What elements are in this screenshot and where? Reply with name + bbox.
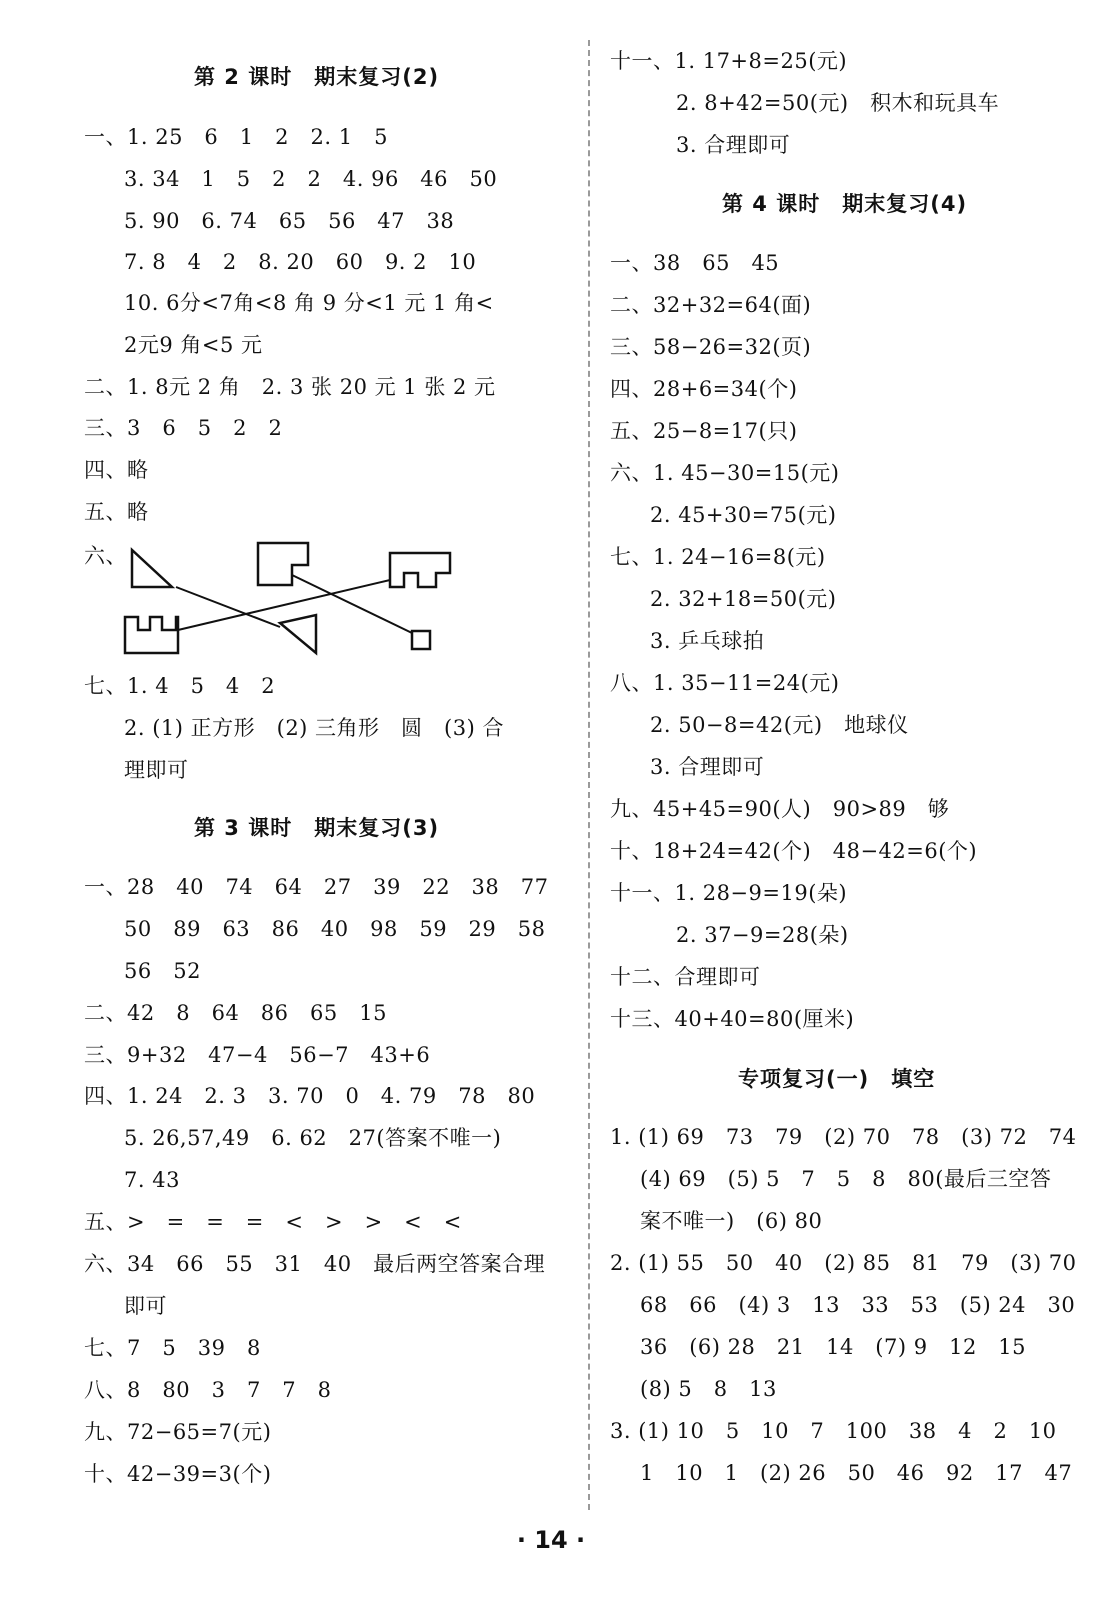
- answer-line: 3. 34 1 5 2 2 4. 96 46 50: [124, 167, 498, 191]
- answer-line: 7. 43: [124, 1168, 180, 1192]
- section-heading: 第 3 课时 期末复习(3): [194, 816, 440, 840]
- answer-line: 10. 6分<7角<8 角 9 分<1 元 1 角<: [124, 291, 494, 315]
- answer-line: 七、1. 24−16=8(元): [610, 545, 826, 569]
- answer-line: 一、28 40 74 64 27 39 22 38 77: [84, 875, 549, 899]
- answer-line: 二、32+32=64(面): [610, 293, 812, 317]
- t-shape: [390, 553, 450, 587]
- answer-line: 3. 合理即可: [676, 133, 791, 157]
- answer-line: 2. 37−9=28(朵): [676, 923, 849, 947]
- answer-line: 案不唯一) (6) 80: [640, 1209, 823, 1233]
- answer-line: 三、9+32 47−4 56−7 43+6: [84, 1043, 431, 1067]
- answer-line: (4) 69 (5) 5 7 5 8 80(最后三空答: [640, 1167, 1052, 1191]
- answer-line: 八、8 80 3 7 7 8: [84, 1378, 332, 1402]
- answer-line: 1. (1) 69 73 79 (2) 70 78 (3) 72 74: [610, 1125, 1077, 1149]
- small-square-shape: [412, 631, 430, 649]
- section-heading: 第 2 课时 期末复习(2): [194, 65, 440, 89]
- answer-line: 3. 合理即可: [650, 755, 765, 779]
- answer-line: 二、1. 8元 2 角 2. 3 张 20 元 1 张 2 元: [84, 375, 496, 399]
- answer-line: 十二、合理即可: [610, 965, 761, 989]
- answer-line: 十一、1. 28−9=19(朵): [610, 881, 848, 905]
- answer-line: 四、略: [84, 458, 149, 482]
- answer-line: (8) 5 8 13: [640, 1377, 777, 1401]
- answer-line: 3. (1) 10 5 10 7 100 38 4 2 10: [610, 1419, 1057, 1443]
- answer-line: 四、1. 24 2. 3 3. 70 0 4. 79 78 80: [84, 1084, 536, 1108]
- answer-line: 5. 26,57,49 6. 62 27(答案不唯一): [124, 1126, 502, 1150]
- answer-line: 2. 8+42=50(元) 积木和玩具车: [676, 91, 1000, 115]
- answer-line: 十、42−39=3(个): [84, 1462, 272, 1486]
- answer-line: 五、> = = = < > > < <: [84, 1210, 462, 1234]
- answer-line: 六、1. 45−30=15(元): [610, 461, 840, 485]
- answer-line: 2. (1) 正方形 (2) 三角形 圆 (3) 合: [124, 716, 504, 740]
- column-divider: [588, 40, 590, 1510]
- answer-line: 36 (6) 28 21 14 (7) 9 12 15: [640, 1335, 1027, 1359]
- page-number: · 14 ·: [516, 1526, 586, 1554]
- answer-line: 理即可: [124, 758, 189, 782]
- answer-line: 三、58−26=32(页): [610, 335, 812, 359]
- answer-line: 六、: [84, 544, 127, 568]
- answer-line: 2. (1) 55 50 40 (2) 85 81 79 (3) 70: [610, 1251, 1077, 1275]
- answer-line: 2元9 角<5 元: [124, 333, 263, 357]
- answer-line: 九、72−65=7(元): [84, 1420, 272, 1444]
- section-heading: 专项复习(一) 填空: [738, 1067, 936, 1091]
- answer-line: 50 89 63 86 40 98 59 29 58: [124, 917, 546, 941]
- answer-line: 一、38 65 45: [610, 251, 780, 275]
- answer-line: 四、28+6=34(个): [610, 377, 798, 401]
- answer-line: 五、略: [84, 500, 149, 524]
- answer-line: 即可: [124, 1294, 167, 1318]
- triangle-shape: [132, 550, 172, 587]
- answer-line: 八、1. 35−11=24(元): [610, 671, 840, 695]
- answer-line: 十一、1. 17+8=25(元): [610, 49, 848, 73]
- answer-line: 一、1. 25 6 1 2 2. 1 5: [84, 125, 388, 149]
- answer-line: 68 66 (4) 3 13 33 53 (5) 24 30: [640, 1293, 1076, 1317]
- answer-line: 七、1. 4 5 4 2: [84, 674, 276, 698]
- answer-line: 六、34 66 55 31 40 最后两空答案合理: [84, 1252, 546, 1276]
- match-line: [292, 575, 412, 633]
- answer-line: 二、42 8 64 86 65 15: [84, 1001, 387, 1025]
- answer-line: 十三、40+40=80(厘米): [610, 1007, 855, 1031]
- answer-line: 七、7 5 39 8: [84, 1336, 261, 1360]
- answer-line: 7. 8 4 2 8. 20 60 9. 2 10: [124, 250, 477, 274]
- answer-line: 九、45+45=90(人) 90>89 够: [610, 797, 950, 821]
- answer-line: 十、18+24=42(个) 48−42=6(个): [610, 839, 978, 863]
- answer-line: 2. 32+18=50(元): [650, 587, 837, 611]
- answer-line: 三、3 6 5 2 2: [84, 416, 283, 440]
- answer-line: 2. 45+30=75(元): [650, 503, 837, 527]
- shape-matching-figure: [120, 535, 460, 660]
- notched-rect-shape: [125, 617, 178, 653]
- answer-line: 5. 90 6. 74 65 56 47 38: [124, 209, 455, 233]
- answer-line: 五、25−8=17(只): [610, 419, 798, 443]
- answer-line: 56 52: [124, 959, 201, 983]
- right-triangle-shape: [280, 615, 316, 653]
- match-line: [176, 587, 280, 627]
- section-heading: 第 4 课时 期末复习(4): [722, 192, 968, 216]
- answer-line: 2. 50−8=42(元) 地球仪: [650, 713, 909, 737]
- answer-line: 1 10 1 (2) 26 50 46 92 17 47: [640, 1461, 1073, 1485]
- answer-line: 3. 乒乓球拍: [650, 629, 765, 653]
